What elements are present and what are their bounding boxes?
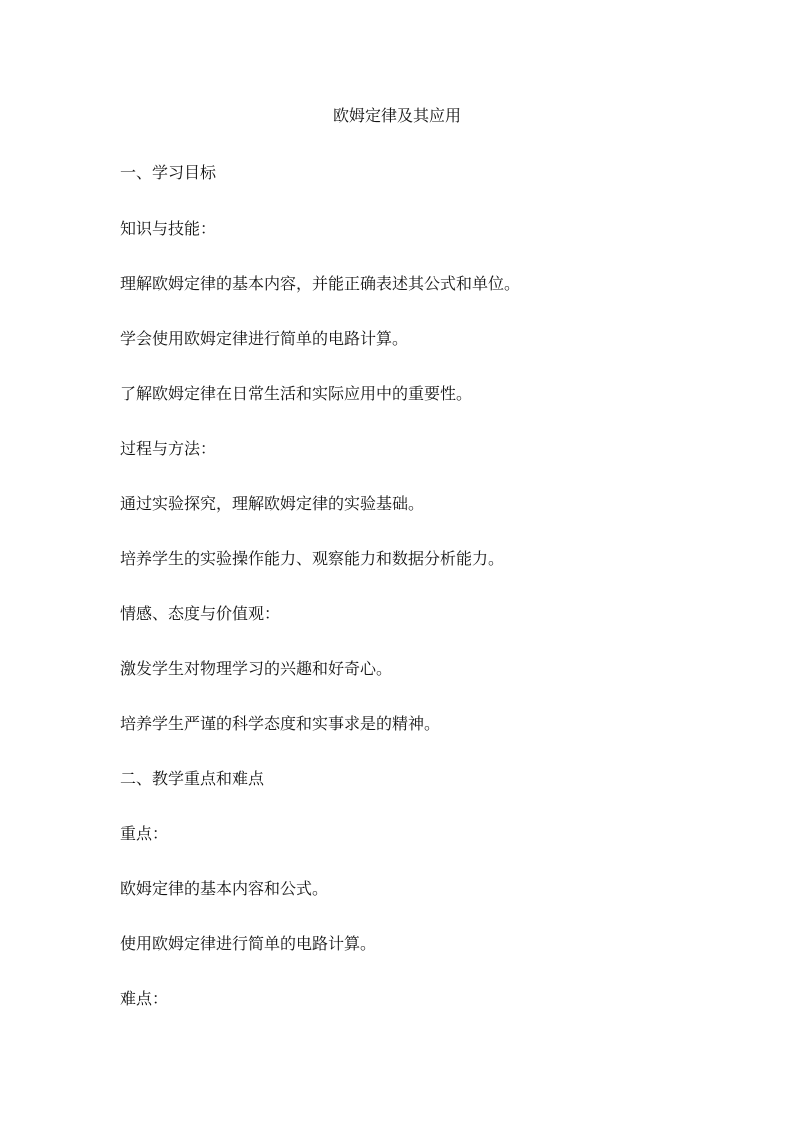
subheading-key-point: 重点： — [120, 824, 169, 843]
paragraph-line: 使用欧姆定律进行简单的电路计算。 — [120, 934, 377, 953]
paragraph-line: 通过实验探究，理解欧姆定律的实验基础。 — [120, 494, 425, 513]
subheading-knowledge-skills: 知识与技能： — [120, 219, 217, 238]
paragraph-line: 了解欧姆定律在日常生活和实际应用中的重要性。 — [120, 384, 473, 403]
paragraph-line: 激发学生对物理学习的兴趣和好奇心。 — [120, 659, 393, 678]
document-title: 欧姆定律及其应用 — [332, 106, 461, 125]
section-heading-key-points: 二、教学重点和难点 — [120, 769, 265, 788]
section-heading-learning-goals: 一、学习目标 — [120, 163, 217, 182]
subheading-attitudes-values: 情感、态度与价值观： — [120, 604, 281, 623]
subheading-process-methods: 过程与方法： — [120, 439, 217, 458]
subheading-difficult-point: 难点： — [120, 989, 169, 1008]
paragraph-line: 培养学生严谨的科学态度和实事求是的精神。 — [120, 714, 441, 733]
paragraph-line: 学会使用欧姆定律进行简单的电路计算。 — [120, 329, 409, 348]
paragraph-line: 理解欧姆定律的基本内容，并能正确表述其公式和单位。 — [120, 274, 521, 293]
paragraph-line: 欧姆定律的基本内容和公式。 — [120, 879, 329, 898]
paragraph-line: 培养学生的实验操作能力、观察能力和数据分析能力。 — [120, 549, 505, 568]
